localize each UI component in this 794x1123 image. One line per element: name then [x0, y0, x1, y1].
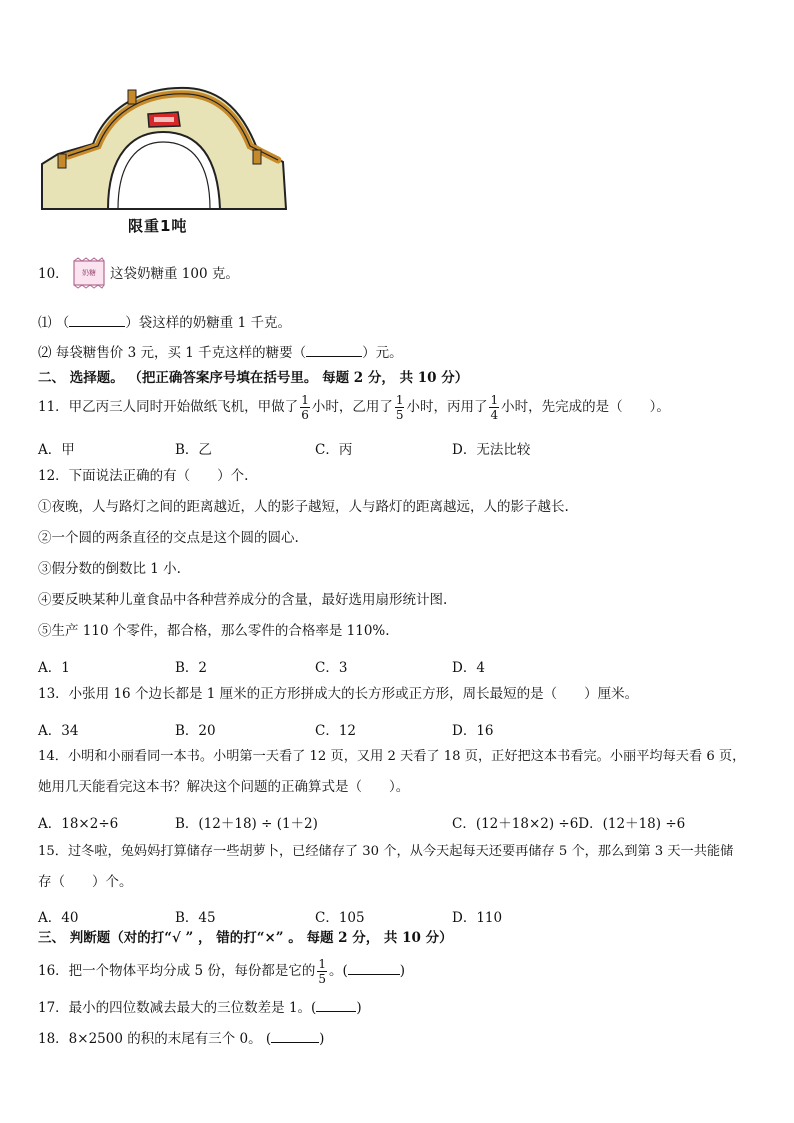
- question-12-options: [38, 656, 758, 676]
- question-14-line-2: 她用几天能看完这本书？解决这个问题的正确算式是（ ）。: [38, 779, 410, 795]
- question-17: [38, 1000, 362, 1016]
- answer-blank[interactable]: [316, 1000, 356, 1012]
- question-15-line-2: 存（ ）个。: [38, 874, 133, 890]
- fraction: $\frac{1}{5}$: [395, 393, 404, 422]
- answer-blank[interactable]: [306, 345, 362, 357]
- stone-arch-bridge-icon: [38, 84, 288, 214]
- answer-blank[interactable]: [69, 315, 125, 327]
- question-11-options: [38, 438, 758, 458]
- q17-text: 17．最小的四位数减去最大的三位数差是 1。(: [38, 1000, 317, 1016]
- question-12-text: 12．下面说法正确的有（ ）个.: [38, 468, 249, 484]
- sub-2-prefix: ⑵ 每袋糖售价 3 元，买 1 千克这样的糖要（: [38, 345, 307, 361]
- option-a[interactable]: A．1: [38, 660, 70, 676]
- section-2-title: 二、 选择题。 （把正确答案序号填在括号里。 每题 2 分， 共 10 分）: [38, 370, 469, 386]
- option-a[interactable]: A．34: [38, 723, 79, 739]
- option-d[interactable]: D．16: [452, 723, 494, 739]
- statement-2: ②一个圆的两条直径的交点是这个圆的圆心.: [38, 530, 299, 546]
- q16-close: ): [399, 963, 406, 979]
- q18-text: 18．8×2500 的积的末尾有三个 0。 (: [38, 1031, 272, 1047]
- option-b[interactable]: B．2: [175, 660, 208, 676]
- option-c-d[interactable]: C．(12＋18×2) ÷6D．(12＋18) ÷6: [452, 816, 686, 832]
- sub-2-suffix: ）元。: [362, 345, 403, 361]
- candy-bag-text: 奶糖: [82, 269, 96, 277]
- option-b[interactable]: B．20: [175, 723, 216, 739]
- bridge-weight-limit-sign: 限重1吨: [128, 217, 188, 235]
- option-c[interactable]: C．3: [315, 660, 348, 676]
- option-b[interactable]: B．(12＋18) ÷ (1＋2): [175, 816, 318, 832]
- fraction: $\frac{1}{5}$: [318, 957, 326, 986]
- question-16: [38, 958, 405, 985]
- statement-3: ③假分数的倒数比 1 小.: [38, 561, 181, 577]
- answer-blank[interactable]: [348, 963, 400, 975]
- q18-close: ): [319, 1031, 325, 1047]
- question-11: [38, 394, 670, 421]
- option-d[interactable]: D．4: [452, 660, 485, 676]
- question-15-line-1: 15．过冬啦，兔妈妈打算储存一些胡萝卜，已经储存了 30 个，从今天起每天还要再储存 5 个，那么到第 3 天一共能储: [38, 844, 734, 859]
- statement-4: ④要反映某种儿童食品中各种营养成分的含量，最好选用扇形统计图.: [38, 592, 448, 608]
- section-3-title: 三、 判断题（对的打“√ ” ， 错的打“×” 。 每题 2 分， 共 10 分）: [38, 930, 453, 946]
- fraction: $\frac{1}{4}$: [490, 393, 499, 422]
- question-15-options: [38, 906, 758, 926]
- question-13-options: [38, 719, 758, 739]
- fraction: $\frac{1}{6}$: [301, 393, 309, 422]
- option-a[interactable]: A．18×2÷6: [38, 816, 119, 832]
- question-14-line-1: 14．小明和小丽看同一本书。小明第一天看了 12 页，又用 2 天看了 18 页，正好把这本书看完。小丽平均每天看 6 页，: [38, 749, 746, 764]
- option-c[interactable]: C．105: [315, 910, 365, 926]
- q16-open: 。(: [329, 963, 348, 979]
- sub-1-prefix: ⑴ （: [38, 315, 70, 331]
- q11-text-3: 小时，丙用了: [406, 399, 488, 415]
- q11-text-2: 小时，乙用了: [311, 399, 393, 415]
- option-a[interactable]: A．甲: [38, 442, 75, 458]
- option-c[interactable]: C．丙: [315, 442, 353, 458]
- question-13-text: 13．小张用 16 个边长都是 1 厘米的正方形拼成大的长方形或正方形，周长最短的是（ ）厘米。: [38, 686, 639, 702]
- q17-close: ): [356, 1000, 362, 1016]
- answer-blank[interactable]: [271, 1031, 319, 1043]
- candy-bag-icon: [72, 257, 106, 289]
- question-10-text: 这袋奶糖重 100 克。: [110, 266, 239, 282]
- question-10-number: 10．: [38, 266, 69, 282]
- q16-text: 16．把一个物体平均分成 5 份，每份都是它的: [38, 963, 316, 979]
- option-c[interactable]: C．12: [315, 723, 357, 739]
- option-b[interactable]: B．45: [175, 910, 216, 926]
- question-10-sub-1: [38, 315, 291, 331]
- q11-text-1: 11．甲乙丙三人同时开始做纸飞机，甲做了: [38, 399, 299, 415]
- sub-1-suffix: ）袋这样的奶糖重 1 千克。: [125, 315, 291, 331]
- question-18: [38, 1031, 324, 1047]
- statement-5: ⑤生产 110 个零件，都合格，那么零件的合格率是 110%.: [38, 623, 390, 639]
- question-10-sub-2: [38, 345, 403, 361]
- option-b[interactable]: B．乙: [175, 442, 212, 458]
- q11-text-4: 小时，先完成的是（ ）。: [501, 399, 670, 415]
- option-d[interactable]: D．110: [452, 910, 503, 926]
- question-14-options: [38, 812, 758, 832]
- statement-1: ①夜晚，人与路灯之间的距离越近，人的影子越短，人与路灯的距离越远，人的影子越长.: [38, 499, 569, 515]
- option-d[interactable]: D．无法比较: [452, 442, 531, 458]
- option-a[interactable]: A．40: [38, 910, 79, 926]
